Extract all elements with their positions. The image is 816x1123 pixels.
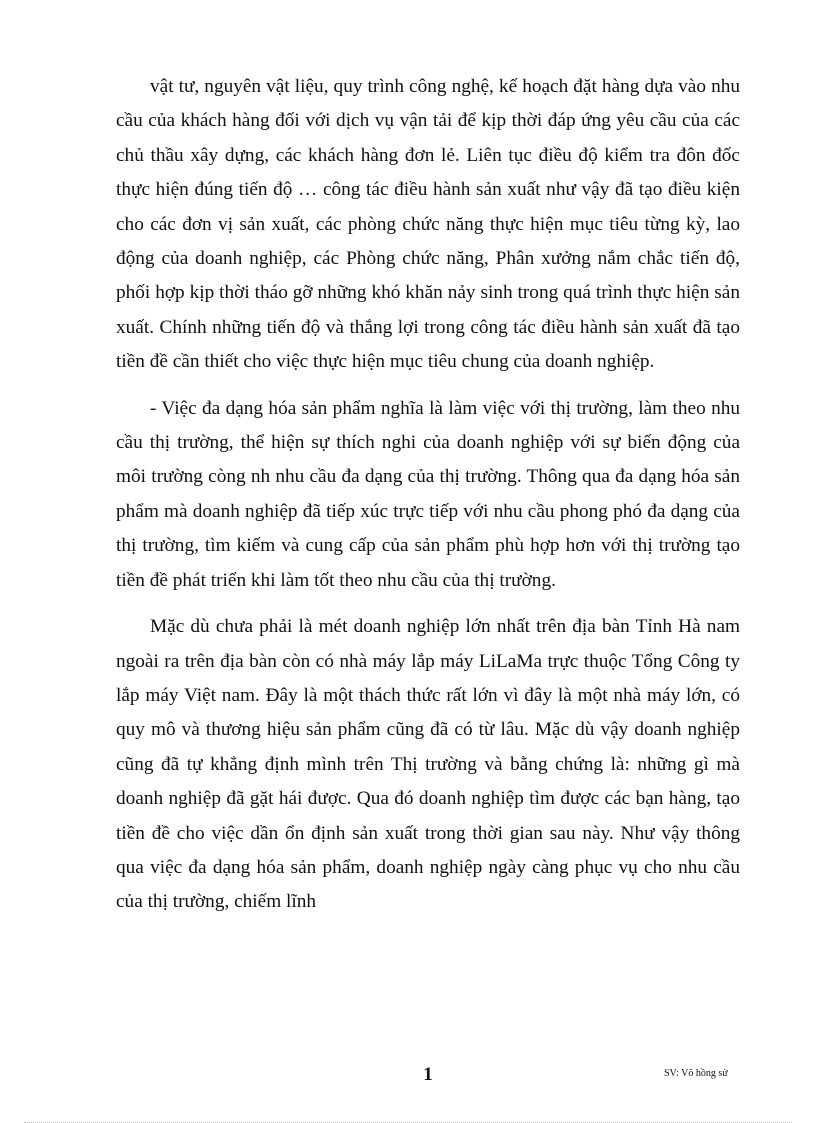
document-body — [116, 70, 740, 920]
footer-author-note: SV: Võ hồng sử — [664, 1068, 728, 1079]
paragraph-3: Mặc dù chưa phải là mét doanh nghiệp lớn nhất trên địa bàn Tỉnh Hà nam ngoài ra trên địa bàn còn có nhà máy lắp máy LiLaMa trực thuộc Tổng Công ty lắp máy Việt nam. Đây là một thách thức rất lớn vì đây là một nhà máy lớn, có quy mô và thương hiệu sản phẩm cũng đã có từ lâu. Mặc dù vậy doanh nghiệp cũng đã tự khẳng định mình trên Thị trường và bằng chứng là: những gì mà doanh nghiệp đã gặt hái được. Qua đó doanh nghiệp tìm được các bạn hàng, tạo tiền đề cho việc dần ổn định sản xuất trong thời gian sau này. Như vậy thông qua việc đa dạng hóa sản phẩm, doanh nghiệp ngày càng phục vụ cho nhu cầu của thị trường, chiếm lĩnh — [116, 616, 740, 913]
page-number: 1 — [423, 1064, 433, 1085]
paragraph-2: - Việc đa dạng hóa sản phẩm nghĩa là làm việc với thị trường, làm theo nhu cầu thị trường, thể hiện sự thích nghi của doanh nghiệp với sự biến động của môi trường còng nh nhu cầu đa dạng của thị trường. Thông qua đa dạng hóa sản phẩm mà doanh nghiệp đã tiếp xúc trực tiếp với nhu cầu phong phó đa dạng của thị trường, tìm kiếm và cung cấp của sản phẩm phù hợp hơn với thị trường tạo tiền đề phát triển khi làm tốt theo nhu cầu của thị trường. — [116, 397, 740, 591]
paragraph-1: vật tư, nguyên vật liệu, quy trình công nghệ, kế hoạch đặt hàng dựa vào nhu cầu của khách hàng đối với dịch vụ vận tải để kịp thời đáp ứng yêu cầu của các chủ thầu xây dựng, các khách hàng đơn lẻ. Liên tục điều độ kiểm tra đôn đốc thực hiện đúng tiến độ … công tác điều hành sản xuất như vậy đã tạo điều kiện cho các đơn vị sản xuất, các phòng chức năng thực hiện mục tiêu từng kỳ, lao động của doanh nghiệp, các Phòng chức năng, Phân xưởng nắm chắc tiến độ, phối hợp kịp thời tháo gỡ những khó khăn nảy sinh trong quá trình thực hiện sản xuất. Chính những tiến độ và thắng lợi trong công tác điều hành sản xuất đã tạo tiền đề cần thiết cho việc thực hiện mục tiêu chung của doanh nghiệp. — [116, 76, 740, 373]
